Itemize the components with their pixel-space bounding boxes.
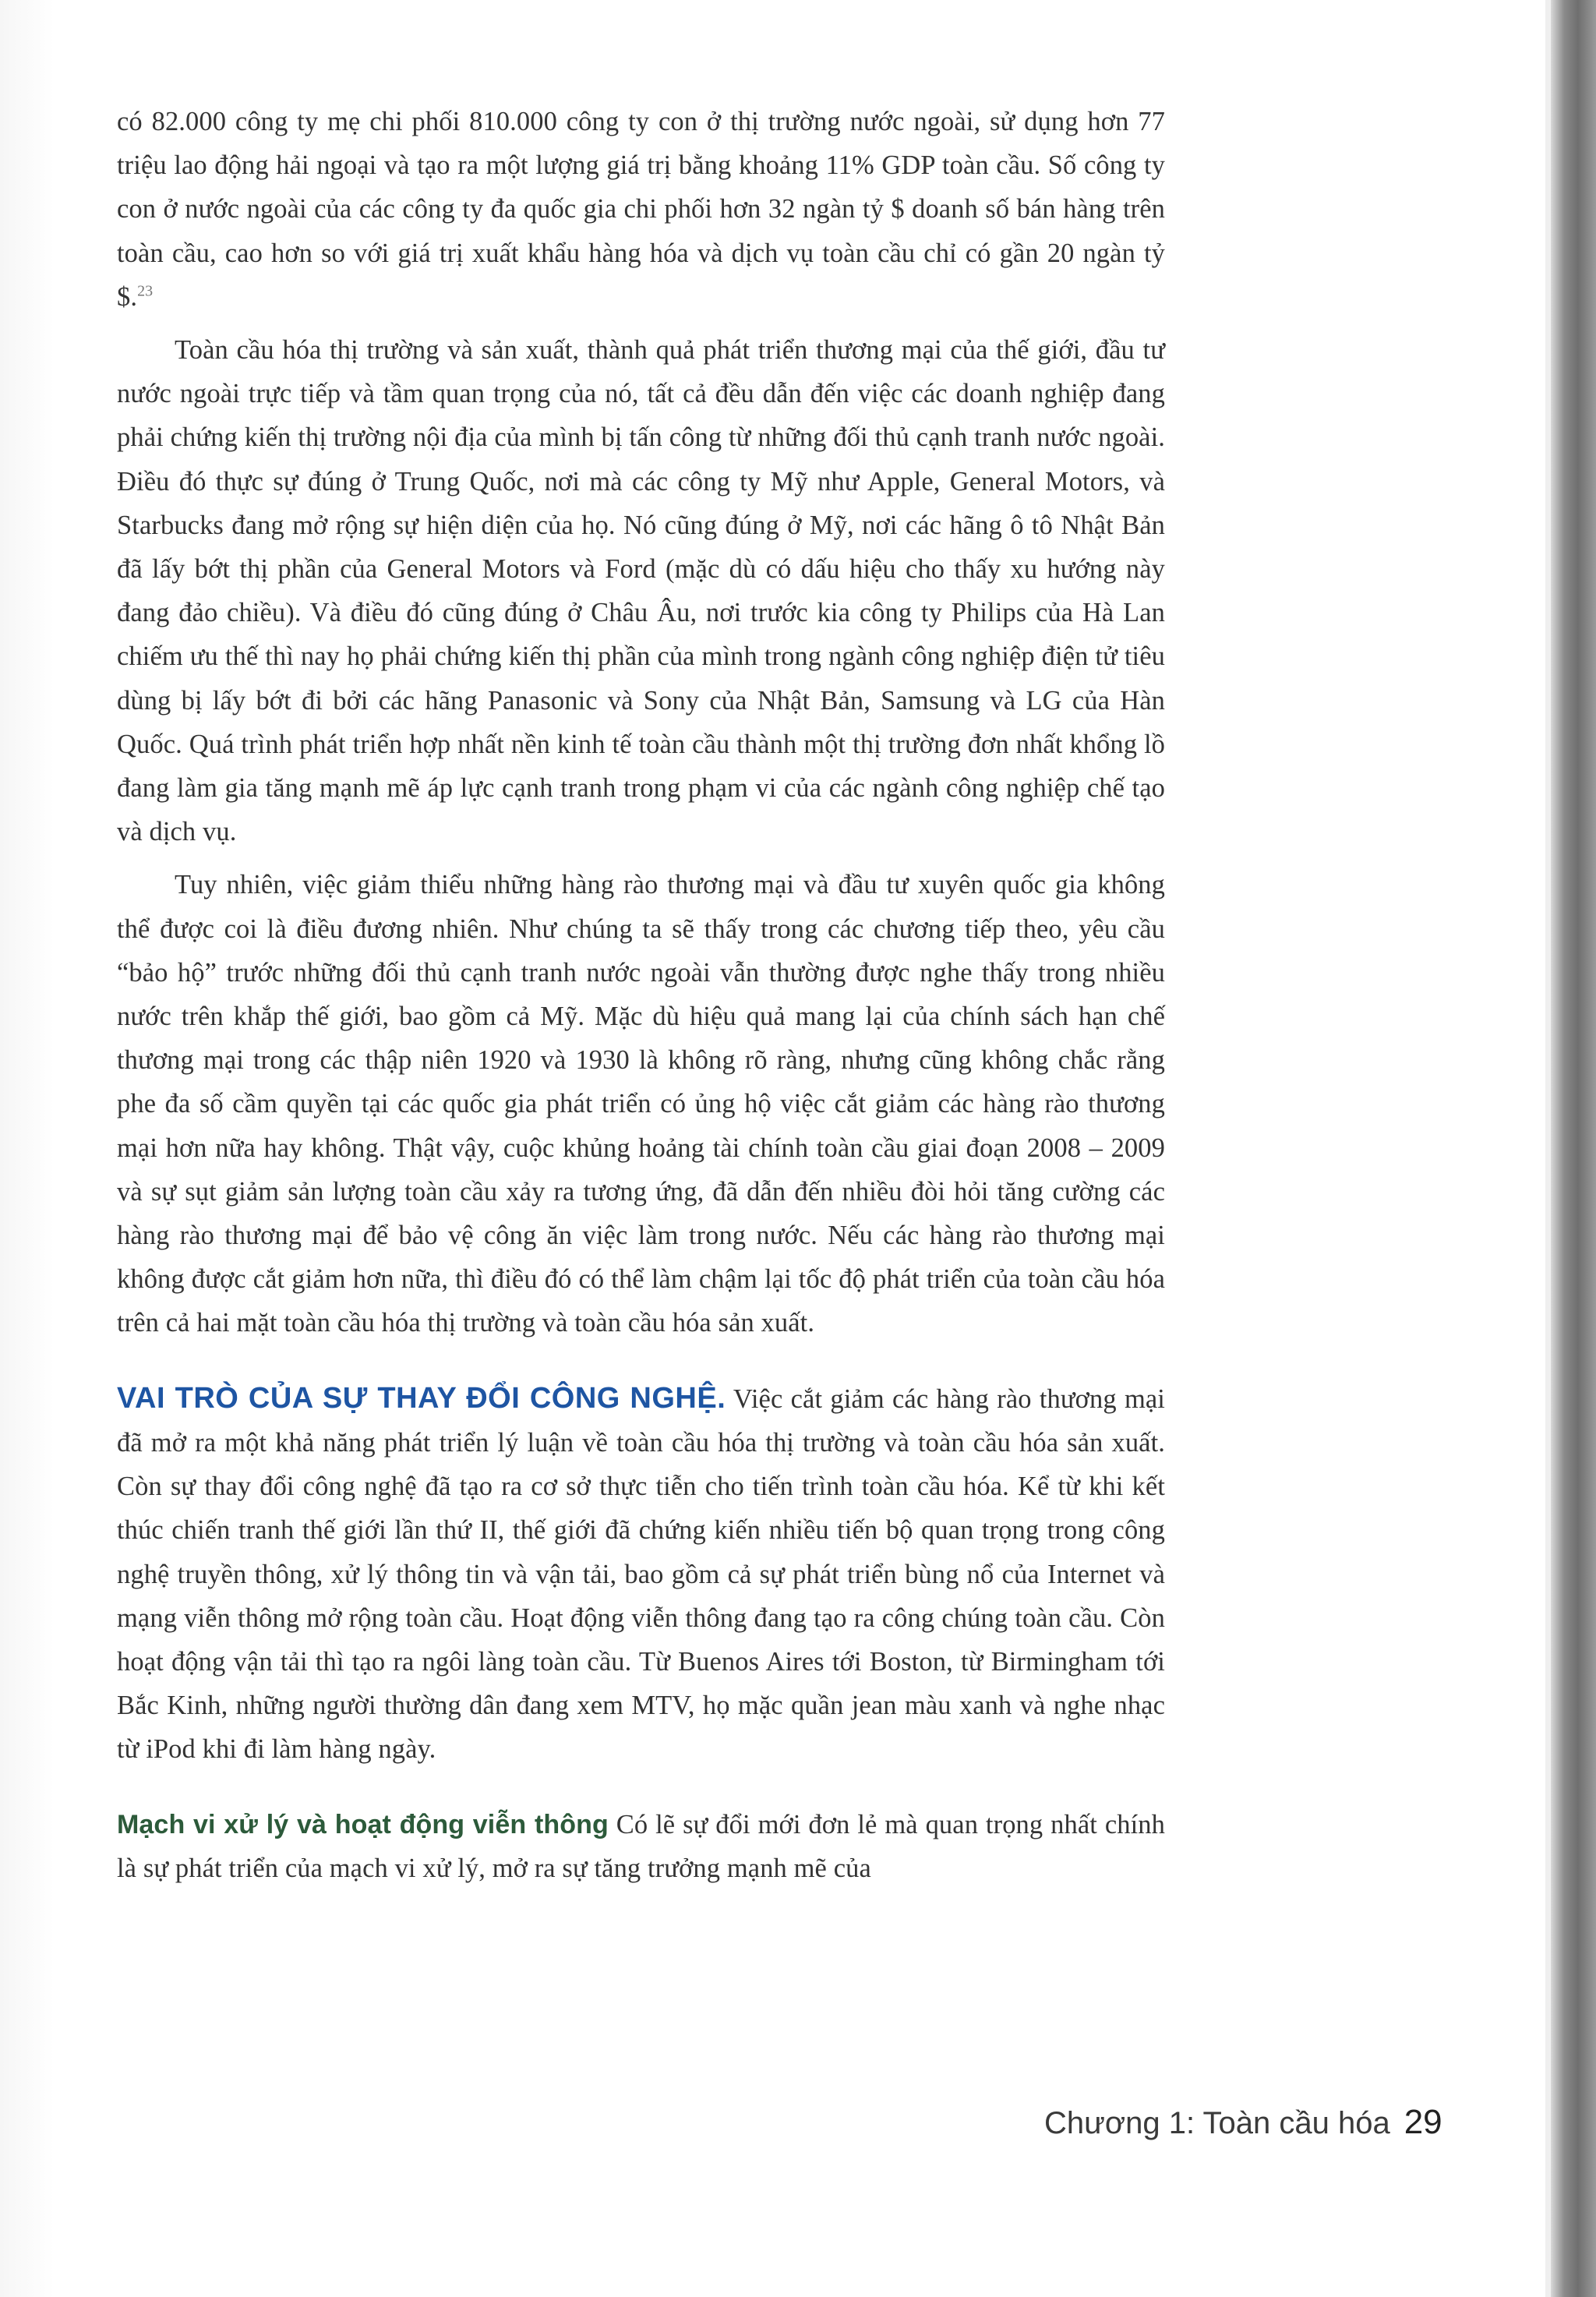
page-edge-binding xyxy=(1551,0,1596,2297)
page-gutter-shadow xyxy=(0,0,55,2297)
paragraph-2: Toàn cầu hóa thị trường và sản xuất, thành quả phát triển thương mại của thế giới, đầu tư nước ngoài trực tiếp và tầm quan trọng của nó, tất cả đều dẫn đến việc các doanh nghiệp đang phải chứng kiến thị trường nội địa của mình bị tấn công từ những đối thủ cạnh tranh nước ngoài. Điều đó thực sự đúng ở Trung Quốc, nơi mà các công ty Mỹ như Apple, General Motors, và Starbucks đang mở rộng sự hiện diện của họ. Nó cũng đúng ở Mỹ, nơi các hãng ô tô Nhật Bản đã lấy bớt thị phần của General Motors và Ford (mặc dù có dấu hiệu cho thấy xu hướng này đang đảo chiều). Và điều đó cũng đúng ở Châu Âu, nơi trước kia công ty Philips của Hà Lan chiếm ưu thế thì nay họ phải chứng kiến thị phần của mình trong ngành công nghiệp điện tử tiêu dùng bị lấy bớt đi bởi các hãng Panasonic và Sony của Nhật Bản, Samsung và LG của Hàn Quốc. Quá trình phát triển hợp nhất nền kinh tế toàn cầu thành một thị trường đơn nhất khổng lồ đang làm gia tăng mạnh mẽ áp lực cạnh tranh trong phạm vi của các ngành công nghiệp chế tạo và dịch vụ. xyxy=(117,335,1165,847)
page-footer xyxy=(1044,2103,1442,2142)
paragraph-1-text: có 82.000 công ty mẹ chi phối 810.000 công ty con ở thị trường nước ngoài, sử dụng hơn 77 triệu lao động hải ngoại và tạo ra một lượng giá trị bằng khoảng 11% GDP toàn cầu. Số công ty con ở nước ngoài của các công ty đa quốc gia chi phối hơn 32 ngàn tỷ $ doanh số bán hàng trên toàn cầu, cao hơn so với giá trị xuất khẩu hàng hóa và dịch vụ toàn cầu chỉ có gần 20 ngàn tỷ $. xyxy=(117,107,1165,312)
chapter-title: Chương 1: Toàn cầu hóa xyxy=(1044,2106,1390,2140)
subsection-microprocessor xyxy=(117,1803,1165,1890)
subsection-text: Có lẽ sự đổi mới đơn lẻ mà quan trọng nhất chính là sự phát triển của mạch vi xử lý, mở ra sự tăng trưởng mạnh mẽ của xyxy=(117,1809,1165,1883)
paragraph-1 xyxy=(117,100,1165,319)
footnote-marker: 23 xyxy=(137,282,154,300)
section-text: Việc cắt giảm các hàng rào thương mại đã mở ra một khả năng phát triển lý luận về toàn cầu hóa thị trường và toàn cầu hóa sản xuất. Còn sự thay đổi công nghệ đã tạo ra cơ sở thực tiễn cho tiến trình toàn cầu hóa. Kể từ khi kết thúc chiến tranh thế giới lần thứ II, thế giới đã chứng kiến nhiều tiến bộ quan trọng trong công nghệ truyền thông, xử lý thông tin và vận tải, bao gồm cả sự phát triển bùng nổ của Internet và mạng viễn thông mở rộng toàn cầu. Hoạt động viễn thông đang tạo ra công chúng toàn cầu. Còn hoạt động vận tải thì tạo ra ngôi làng toàn cầu. Từ Buenos Aires tới Boston, từ Birmingham tới Bắc Kinh, những người thường dân đang xem MTV, họ mặc quần jean màu xanh và nghe nhạc từ iPod khi đi làm hàng ngày. xyxy=(117,1384,1165,1765)
subsection-heading: Mạch vi xử lý và hoạt động viễn thông xyxy=(117,1809,609,1839)
page-number: 29 xyxy=(1404,2103,1442,2141)
paragraph-3: Tuy nhiên, việc giảm thiểu những hàng rào thương mại và đầu tư xuyên quốc gia không thể được coi là điều đương nhiên. Như chúng ta sẽ thấy trong các chương tiếp theo, yêu cầu “bảo hộ” trước những đối thủ cạnh tranh nước ngoài vẫn thường được nghe thấy trong nhiều nước trên khắp thế giới, bao gồm cả Mỹ. Mặc dù hiệu quả mang lại của chính sách hạn chế thương mại trong các thập niên 1920 và 1930 là không rõ ràng, nhưng cũng không chắc rằng phe đa số cầm quyền tại các quốc gia phát triển có ủng hộ việc cắt giảm các hàng rào thương mại hơn nữa hay không. Thật vậy, cuộc khủng hoảng tài chính toàn cầu giai đoạn 2008 – 2009 và sự sụt giảm sản lượng toàn cầu xảy ra tương ứng, đã dẫn đến nhiều đòi hỏi tăng cường các hàng rào thương mại để bảo vệ công ăn việc làm trong nước. Nếu các hàng rào thương mại không được cắt giảm hơn nữa, thì điều đó có thể làm chậm lại tốc độ phát triển của toàn cầu hóa trên cả hai mặt toàn cầu hóa thị trường và toàn cầu hóa sản xuất. xyxy=(117,870,1165,1338)
page-body xyxy=(117,100,1165,1890)
section-technology xyxy=(117,1376,1165,1772)
page-edge-highlight xyxy=(1545,0,1551,2297)
section-heading: VAI TRÒ CỦA SỰ THAY ĐỔI CÔNG NGHỆ. xyxy=(117,1381,726,1415)
